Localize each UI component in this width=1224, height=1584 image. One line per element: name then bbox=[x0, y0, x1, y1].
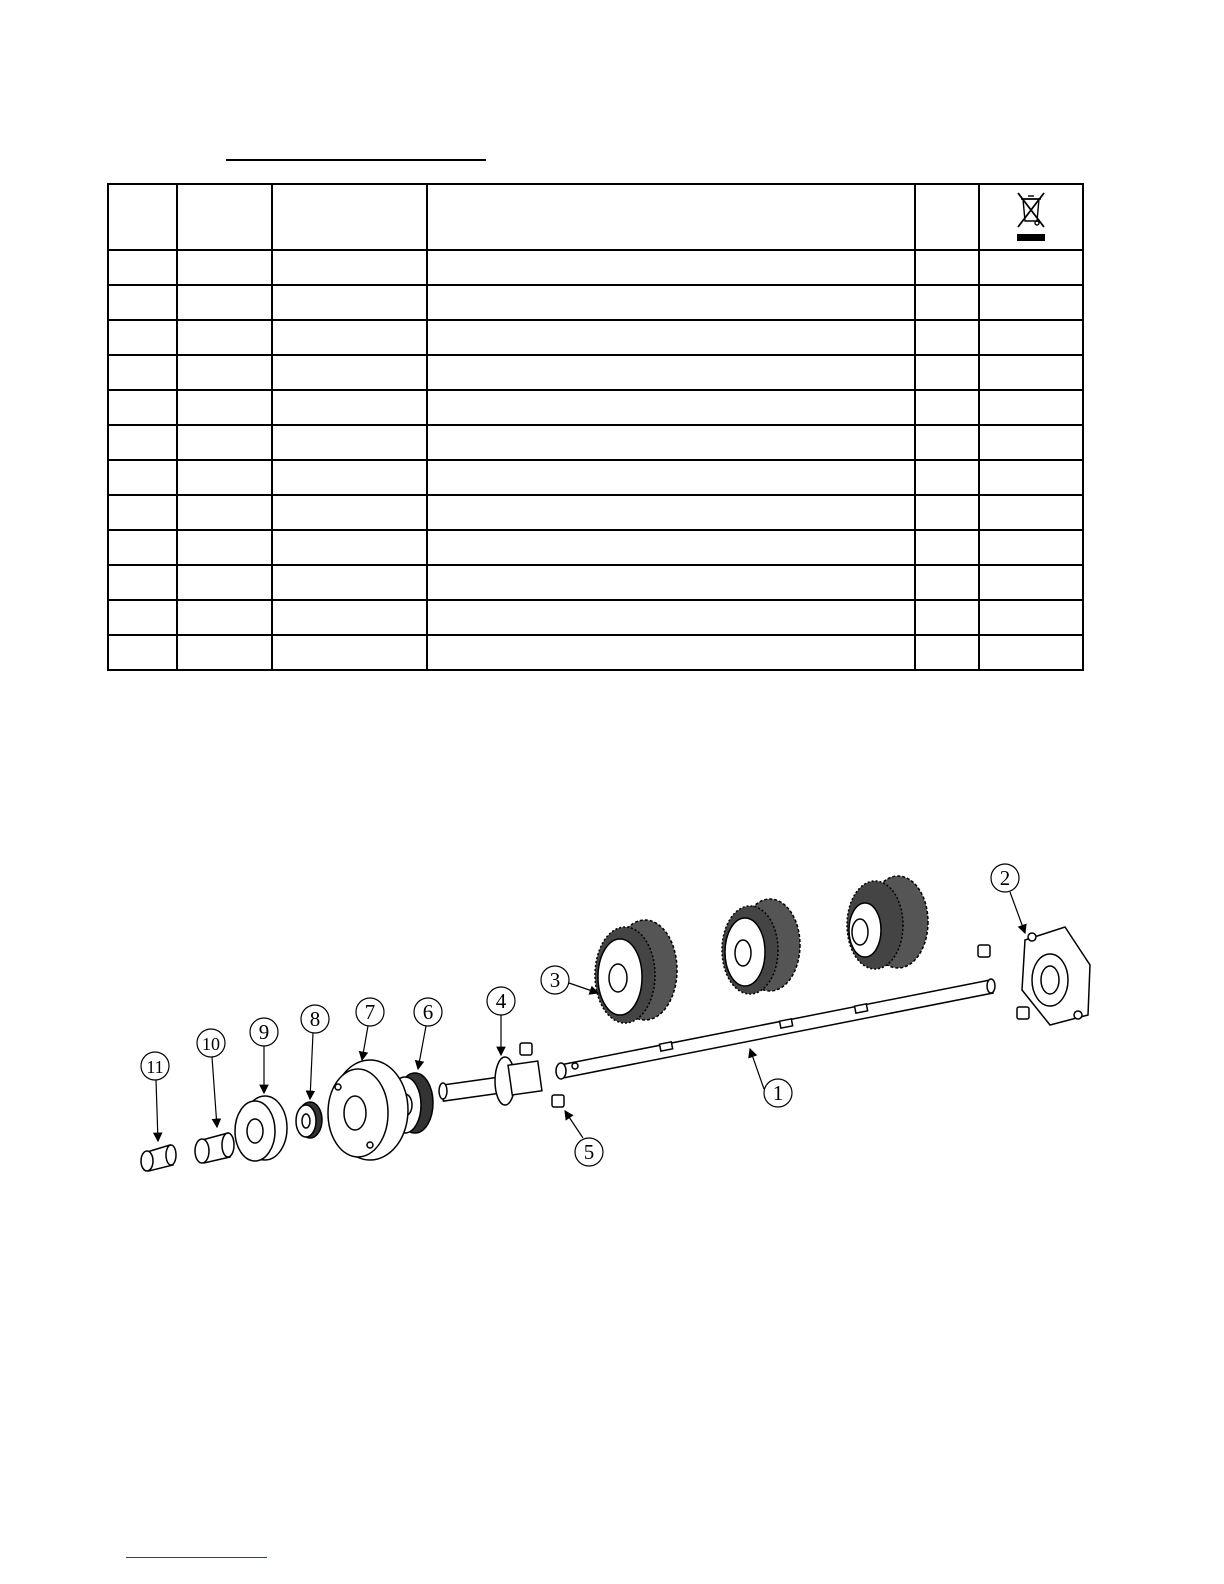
table-row bbox=[108, 320, 1083, 355]
bushing-part bbox=[195, 1133, 234, 1163]
svg-text:1: 1 bbox=[772, 1081, 784, 1105]
svg-text:11: 11 bbox=[146, 1057, 164, 1077]
svg-text:7: 7 bbox=[364, 1000, 376, 1024]
table-cell bbox=[427, 425, 915, 460]
table-cell bbox=[427, 565, 915, 600]
table-cell bbox=[427, 320, 915, 355]
table-cell bbox=[915, 460, 979, 495]
svg-text:6: 6 bbox=[422, 1000, 434, 1024]
table-cell bbox=[108, 390, 177, 425]
roller-part bbox=[595, 920, 677, 1023]
table-cell bbox=[272, 635, 427, 670]
small-bearing-part bbox=[296, 1102, 322, 1138]
table-cell bbox=[272, 355, 427, 390]
header-cell bbox=[915, 184, 979, 250]
svg-text:10: 10 bbox=[202, 1034, 220, 1054]
table-cell bbox=[915, 285, 979, 320]
table-cell bbox=[272, 250, 427, 285]
table-cell bbox=[177, 320, 272, 355]
callout-1 bbox=[750, 1049, 792, 1107]
table-cell bbox=[108, 425, 177, 460]
table-cell bbox=[979, 250, 1083, 285]
table-cell bbox=[108, 320, 177, 355]
parts-list-table bbox=[107, 183, 1084, 671]
callout-11 bbox=[141, 1052, 169, 1141]
svg-text:5: 5 bbox=[583, 1140, 595, 1164]
sleeve-part bbox=[141, 1145, 176, 1171]
table-cell bbox=[979, 285, 1083, 320]
table-cell bbox=[915, 495, 979, 530]
table-cell bbox=[177, 355, 272, 390]
callout-7 bbox=[356, 998, 384, 1060]
table-cell bbox=[427, 460, 915, 495]
table-row bbox=[108, 460, 1083, 495]
callout-9 bbox=[250, 1018, 278, 1093]
table-cell bbox=[915, 565, 979, 600]
table-cell bbox=[979, 320, 1083, 355]
table-cell bbox=[979, 425, 1083, 460]
table-cell bbox=[272, 285, 427, 320]
table-cell bbox=[272, 530, 427, 565]
table-cell bbox=[979, 460, 1083, 495]
table-row bbox=[108, 635, 1083, 670]
table-cell bbox=[427, 285, 915, 320]
collar-part bbox=[235, 1096, 287, 1161]
table-row bbox=[108, 565, 1083, 600]
svg-text:8: 8 bbox=[309, 1007, 321, 1031]
table-cell bbox=[427, 250, 915, 285]
footer-link-underline bbox=[126, 1557, 267, 1558]
table-cell bbox=[177, 390, 272, 425]
table-cell bbox=[915, 425, 979, 460]
table-cell bbox=[915, 635, 979, 670]
callout-3 bbox=[541, 966, 598, 994]
table-cell bbox=[427, 635, 915, 670]
table-cell bbox=[177, 460, 272, 495]
roller-part bbox=[722, 899, 800, 994]
table-cell bbox=[177, 635, 272, 670]
weee-header-cell bbox=[979, 184, 1083, 250]
table-cell bbox=[108, 355, 177, 390]
coupling-part bbox=[439, 1057, 542, 1105]
table-cell bbox=[272, 600, 427, 635]
table-cell bbox=[915, 250, 979, 285]
svg-text:9: 9 bbox=[258, 1020, 270, 1044]
header-cell bbox=[177, 184, 272, 250]
exploded-parts-diagram bbox=[120, 855, 1110, 1185]
table-cell bbox=[177, 495, 272, 530]
table-cell bbox=[272, 565, 427, 600]
table-cell bbox=[108, 460, 177, 495]
table-cell bbox=[272, 460, 427, 495]
table-cell bbox=[108, 600, 177, 635]
table-cell bbox=[979, 530, 1083, 565]
table-cell bbox=[272, 425, 427, 460]
svg-text:3: 3 bbox=[549, 968, 561, 992]
table-row bbox=[108, 600, 1083, 635]
roller-part bbox=[847, 876, 928, 969]
table-row bbox=[108, 250, 1083, 285]
flange-bearing-part bbox=[1022, 927, 1090, 1025]
table-cell bbox=[108, 565, 177, 600]
table-cell bbox=[427, 530, 915, 565]
callout-6 bbox=[414, 998, 442, 1069]
svg-text:4: 4 bbox=[495, 989, 507, 1013]
callout-2 bbox=[991, 864, 1025, 933]
table-cell bbox=[427, 355, 915, 390]
table-cell bbox=[979, 635, 1083, 670]
header-cell bbox=[108, 184, 177, 250]
table-cell bbox=[108, 530, 177, 565]
callout-5 bbox=[565, 1111, 603, 1166]
table-cell bbox=[979, 390, 1083, 425]
table-cell bbox=[177, 250, 272, 285]
table-cell bbox=[177, 600, 272, 635]
disc-part bbox=[328, 1060, 408, 1160]
table-row bbox=[108, 495, 1083, 530]
table-cell bbox=[108, 250, 177, 285]
callout-4 bbox=[487, 987, 515, 1055]
svg-text:2: 2 bbox=[999, 866, 1011, 890]
table-cell bbox=[272, 495, 427, 530]
table-cell bbox=[915, 390, 979, 425]
section-title-underline bbox=[226, 159, 486, 161]
table-row bbox=[108, 530, 1083, 565]
table-header-row bbox=[108, 184, 1083, 250]
table-cell bbox=[427, 495, 915, 530]
table-cell bbox=[177, 565, 272, 600]
header-cell bbox=[427, 184, 915, 250]
table-cell bbox=[427, 600, 915, 635]
crossed-out-wheelie-bin-icon bbox=[1014, 187, 1048, 243]
header-cell bbox=[272, 184, 427, 250]
table-cell bbox=[915, 320, 979, 355]
table-cell bbox=[177, 425, 272, 460]
table-cell bbox=[915, 530, 979, 565]
table-row bbox=[108, 390, 1083, 425]
table-cell bbox=[979, 495, 1083, 530]
table-cell bbox=[427, 390, 915, 425]
table-cell bbox=[915, 600, 979, 635]
table-cell bbox=[979, 600, 1083, 635]
table-cell bbox=[108, 495, 177, 530]
table-cell bbox=[108, 635, 177, 670]
table-cell bbox=[272, 320, 427, 355]
table-cell bbox=[272, 390, 427, 425]
table-row bbox=[108, 285, 1083, 320]
table-cell bbox=[108, 285, 177, 320]
table-cell bbox=[979, 355, 1083, 390]
table-cell bbox=[915, 355, 979, 390]
table-cell bbox=[979, 565, 1083, 600]
callout-8 bbox=[301, 1005, 329, 1099]
table-cell bbox=[177, 530, 272, 565]
table-row bbox=[108, 355, 1083, 390]
callout-10 bbox=[197, 1029, 225, 1127]
table-cell bbox=[177, 285, 272, 320]
table-row bbox=[108, 425, 1083, 460]
